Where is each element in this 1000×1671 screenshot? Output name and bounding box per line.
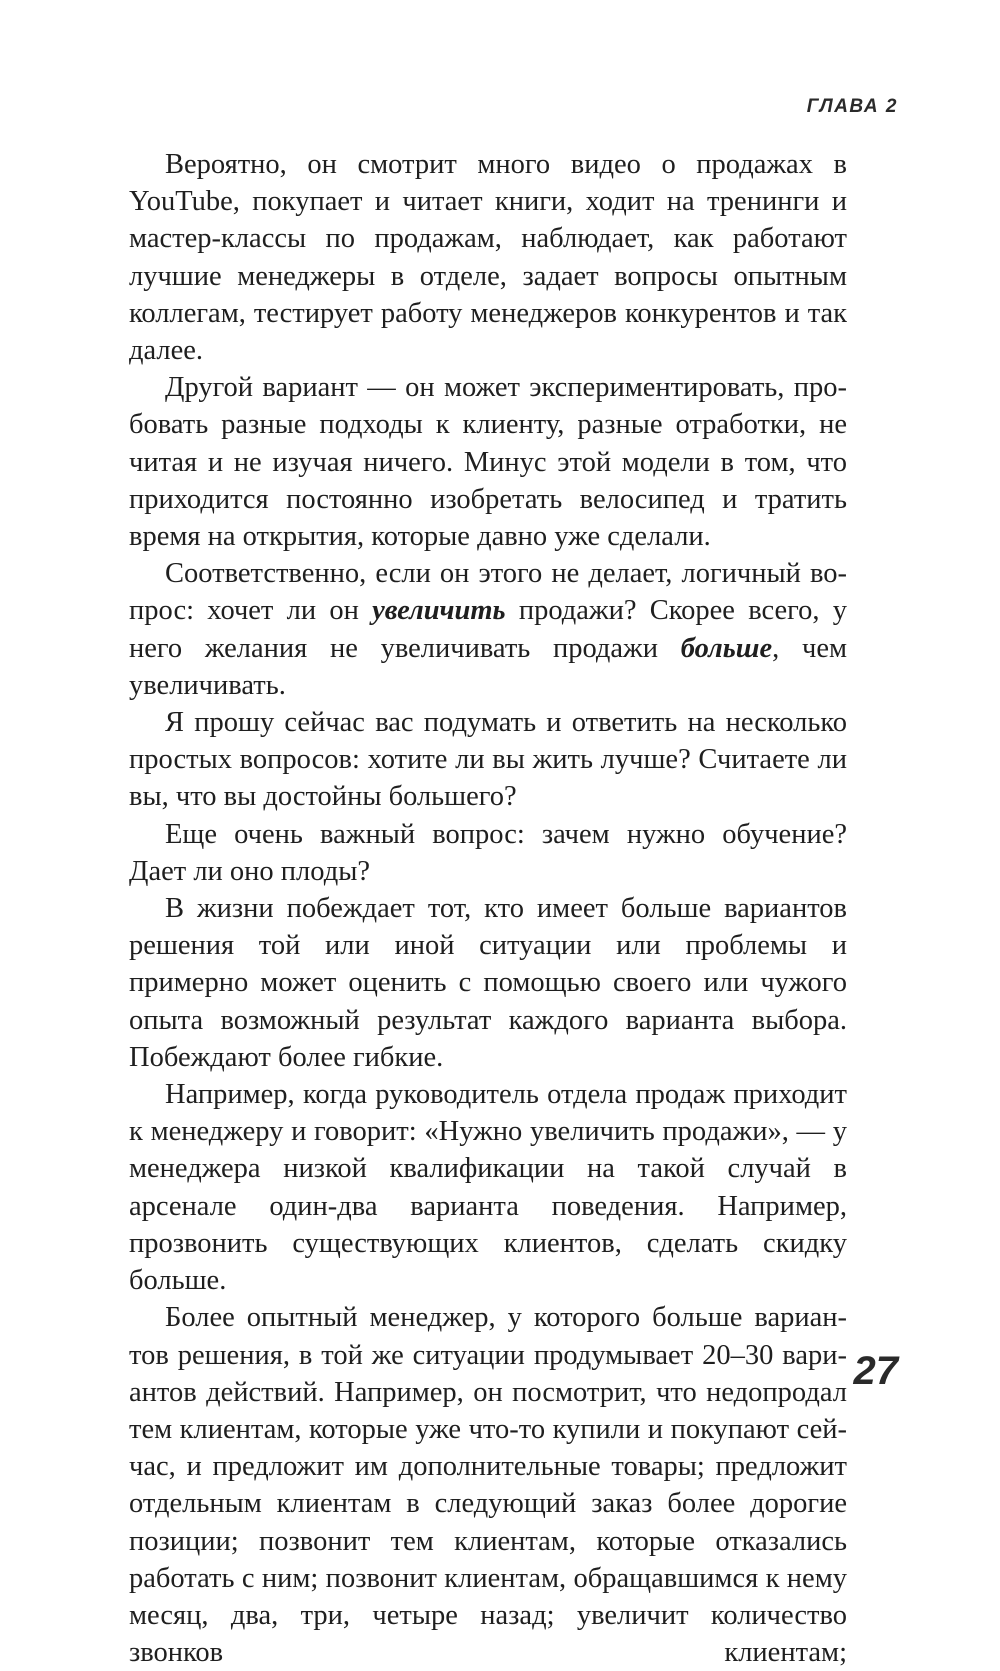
paragraph: Другой вариант — он может экспериментировать, пробовать разные подходы к клиенту, разные отработки, не читая и не изучая ничего. Минус этой модели в том, что приходится постоянно изобретать велосипед и тратить время на открытия, которые давно уже сделали. — [129, 372, 847, 553]
paragraph: Например, когда руководитель отдела продаж приходит к менеджеру и говорит: «Нужно увеличить продажи», — у менеджера низкой квалификации на такой случай в арсенале один-два варианта поведения. Например, прозвонить существующих клиентов, сделать скидку больше. — [129, 1079, 847, 1297]
running-head-chapter: ГЛАВА 2 — [806, 96, 898, 117]
paragraph: Я прошу сейчас вас подумать и ответить на несколько простых вопросов: хотите ли вы жить лучше? Считаете ли вы, что вы достойны большего? — [129, 707, 847, 813]
paragraph: В жизни побеждает тот, кто имеет больше вариантов решения той или иной ситуации или проблемы и примерно может оценить с помощью своего или чужого опыта возможный результат каждого варианта выбора. Побеждают более гибкие. — [129, 893, 847, 1073]
paragraph: Соответственно, если он этого не делает, логичный вопрос: хочет ли он увеличить продажи? Скорее всего, у него желания не увеличивать продажи больше, чем увеличивать. — [129, 558, 848, 701]
emphasis: увеличить — [372, 595, 506, 627]
text-body — [129, 146, 847, 1671]
paragraph: Вероятно, он смотрит много видео о продажах в YouTube, покупает и читает книги, ходит на тренинги и мастер-классы по продажам, наблюдает, как работают лучшие менеджеры в отделе, задает вопросы опытным коллегам, тестирует работу менеджеров конкурентов и так далее. — [129, 149, 847, 367]
page-number: 27 — [853, 1349, 898, 1393]
emphasis: больше — [680, 632, 773, 664]
paragraph: Более опытный менеджер, у которого больше вариантов решения, в той же ситуации продумывает 20–30 вариантов действий. Например, он посмотрит, что недопродал тем клиентам, которые уже что-то купили и покупают сейчас, и предложит им дополнительные товары; предложит отдельным клиентам в следующий заказ более дорогие позиции; позвонит тем клиентам, которые отказались работать с ним; позвонит клиентам, обращавшимся к нему месяц, два, три, четыре назад; увеличит количество звонков клиентам; — [129, 1302, 847, 1669]
paragraph: Еще очень важный вопрос: зачем нужно обучение? Дает ли оно плоды? — [129, 818, 847, 887]
